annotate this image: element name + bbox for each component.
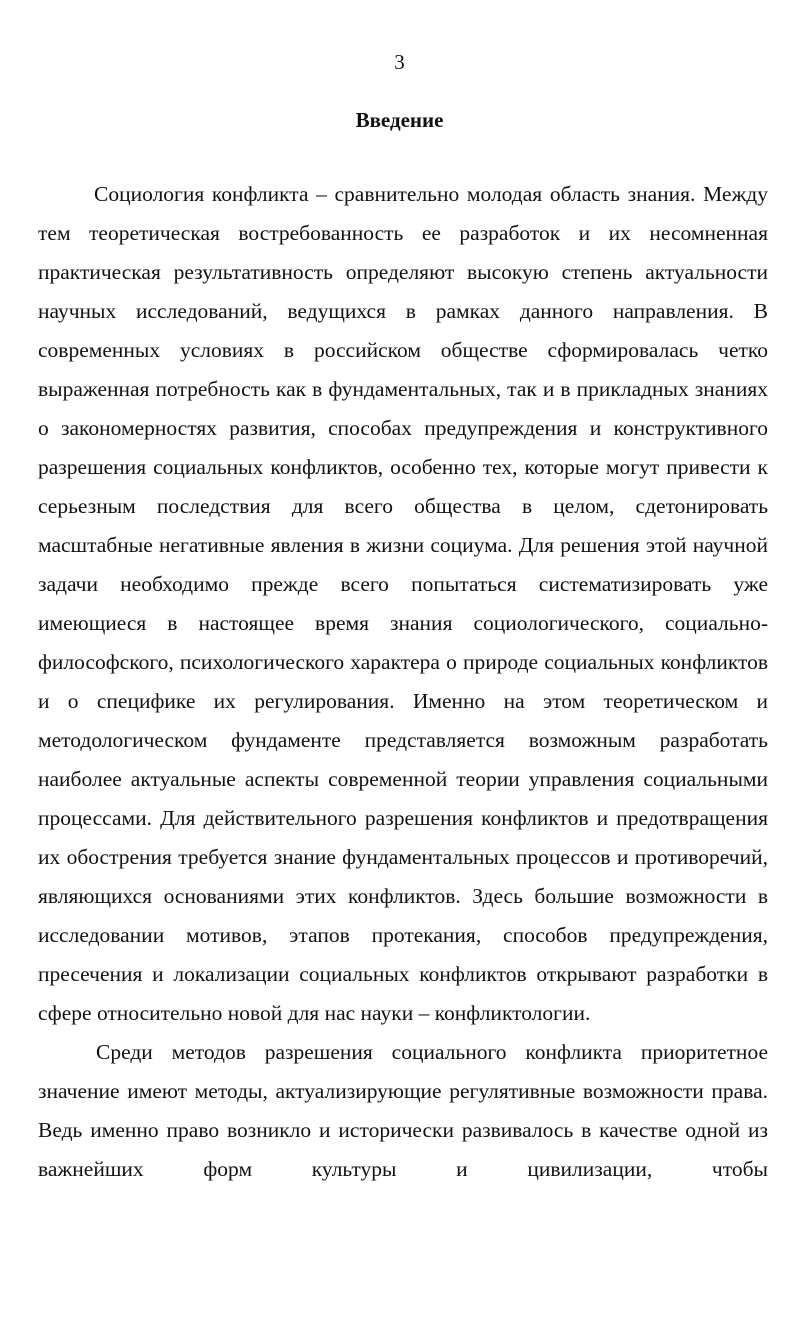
paragraph-2: Среди методов разрешения социального конфликта приоритетное значение имеют методы, актуализирующие регулятивные возможности права. Ведь именно право возникло и исторически развивалось в качестве одной из важнейших форм культуры и цивилизации, чтобы bbox=[38, 1040, 768, 1181]
page-number: 3 bbox=[394, 50, 405, 74]
section-heading: Введение bbox=[355, 108, 444, 132]
paragraph-1: Социология конфликта – сравнительно молодая область знания. Между тем теоретическая востребованность ее разработок и их несомненная практическая результативность определяют высокую степень актуальности научных исследований, ведущихся в рамках данного направления. В современных условиях в российском обществе сформировалась четко выраженная потребность как в фундаментальных, так и в прикладных знаниях о закономерностях развития, способах предупреждения и конструктивного разрешения социальных конфликтов, особенно тех, которые могут привести к серьезным последствия для всего общества в целом, сдетонировать масштабные негативные явления в жизни социума. Для решения этой научной задачи необходимо прежде всего попытаться систематизировать уже имеющиеся в настоящее время знания социологического, социально-философского, психологического характера о природе социальных конфликтов и о специфике их регулирования. Именно на этом теоретическом и методологическом фундаменте представляется возможным разработать наиболее актуальные аспекты современной теории управления социальными процессами. Для действительного разрешения конфликтов и предотвращения их обострения требуется знание фундаментальных процессов и противоречий, являющихся основаниями этих конфликтов. Здесь большие возможности в исследовании мотивов, этапов протекания, способов предупреждения, пресечения и локализации социальных конфликтов открывают разработки в сфере относительно новой для нас науки – конфликтологии. bbox=[38, 182, 768, 1025]
body-text bbox=[38, 175, 768, 1189]
